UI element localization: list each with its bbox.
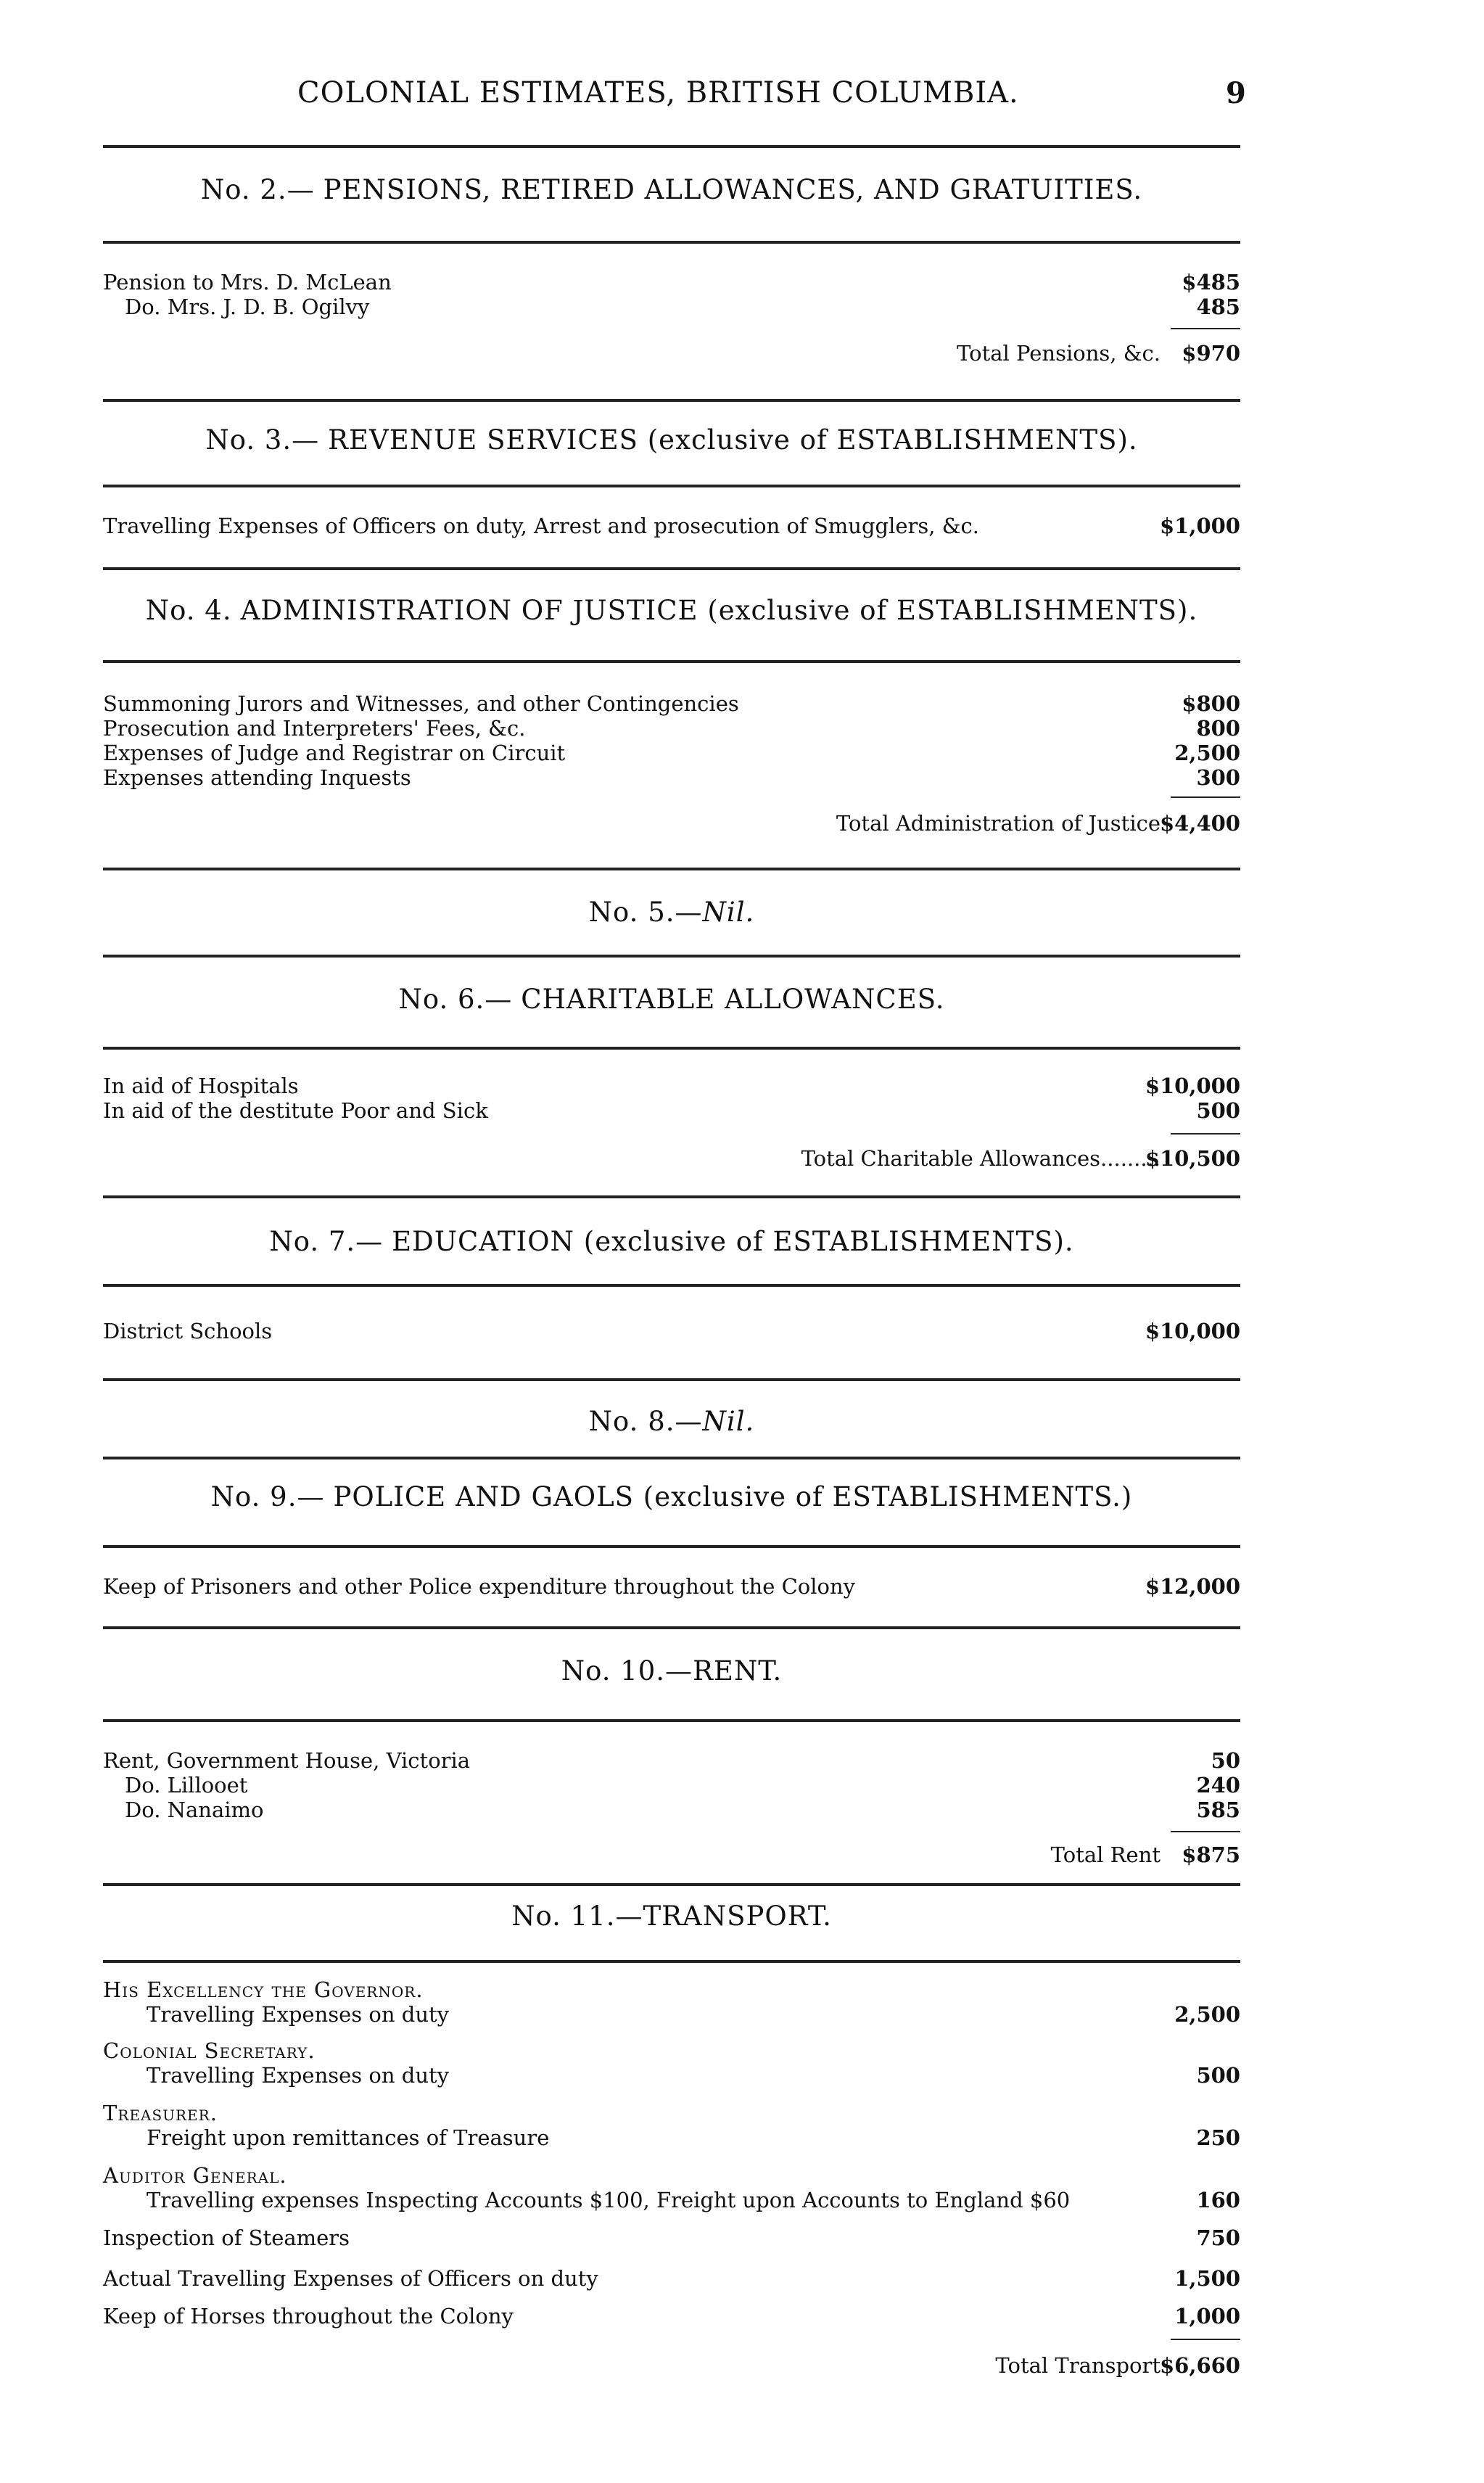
total-label: Total Transport (995, 2353, 1161, 2378)
item-label: Travelling Expenses of Officers on duty, Arrest and prosecution of Smugglers, &c. (103, 514, 979, 538)
section-7-title (103, 1226, 1240, 1257)
item-amount: 500 (1196, 1098, 1240, 1123)
section-5-heading: Nil. (702, 897, 755, 928)
item-amount: 585 (1196, 1798, 1240, 1822)
item-amount: $1,000 (1160, 514, 1240, 538)
section-4-title (103, 595, 1240, 626)
item-amount: 500 (1196, 2063, 1240, 2088)
item-label: Rent, Government House, Victoria (103, 1748, 471, 1773)
section-10-title (103, 1655, 1240, 1687)
line-item (103, 1798, 1240, 1822)
section-rule (103, 1284, 1240, 1287)
total-line (103, 1146, 1240, 1171)
group-heading-label: His Excellency the Governor. (103, 1977, 424, 2002)
sum-rule (1171, 1831, 1240, 1832)
section-rule (103, 485, 1240, 487)
running-title: COLONIAL ESTIMATES, BRITISH COLUMBIA. (297, 76, 1019, 110)
section-3-heading: REVENUE SERVICES (exclusive of ESTABLISHMENTS). (328, 424, 1138, 456)
item-label: Summoning Jurors and Witnesses, and other Contingencies (103, 691, 739, 716)
item-amount: $800 (1182, 691, 1240, 716)
line-item (103, 1319, 1240, 1343)
section-4-number: No. 4. (145, 595, 232, 626)
item-amount: 300 (1196, 765, 1240, 790)
section-10-heading: RENT. (693, 1655, 783, 1687)
item-amount: 800 (1196, 716, 1240, 741)
section-rule (103, 1195, 1240, 1198)
group-heading-label: Auditor General. (103, 2163, 287, 2188)
line-item (103, 1074, 1240, 1098)
item-label: Travelling Expenses on duty (147, 2063, 450, 2088)
item-label: Do. Lillooet (125, 1773, 248, 1798)
item-label: Travelling Expenses on duty (147, 2002, 450, 2027)
section-rule (103, 1457, 1240, 1459)
total-amount: $875 (1182, 1842, 1240, 1867)
line-item (103, 270, 1240, 295)
total-label: Total Rent (1050, 1842, 1161, 1867)
item-label: Pension to Mrs. D. McLean (103, 270, 392, 295)
item-amount: $10,000 (1145, 1074, 1240, 1098)
line-item (103, 2266, 1240, 2291)
line-item (103, 2188, 1240, 2212)
section-5-title (103, 897, 1240, 928)
total-line (103, 1842, 1240, 1867)
item-amount: 160 (1196, 2188, 1240, 2212)
line-item (103, 295, 1240, 319)
total-label: Total Charitable Allowances......... (801, 1146, 1161, 1171)
item-amount: $485 (1182, 270, 1240, 295)
section-10-number: No. 10.— (561, 1655, 693, 1687)
line-item (103, 2304, 1240, 2328)
group-heading (103, 1977, 1240, 2002)
page-number: 9 (1226, 76, 1246, 110)
section-5-number: No. 5.— (588, 897, 703, 928)
item-amount: $12,000 (1145, 1574, 1240, 1599)
item-label: In aid of the destitute Poor and Sick (103, 1098, 488, 1123)
section-6-title (103, 984, 1240, 1015)
line-item (103, 1574, 1240, 1599)
item-label: Inspection of Steamers (103, 2225, 350, 2250)
section-9-number: No. 9.— (210, 1481, 325, 1512)
line-item (103, 1748, 1240, 1773)
group-heading-label: Treasurer. (103, 2101, 218, 2125)
item-amount: 485 (1196, 295, 1240, 319)
sum-rule (1171, 328, 1240, 329)
total-line (103, 2353, 1240, 2378)
sum-rule (1171, 2339, 1240, 2340)
line-item (103, 765, 1240, 790)
section-rule (103, 868, 1240, 870)
section-3-number: No. 3.— (205, 424, 320, 456)
item-amount: $10,000 (1145, 1319, 1240, 1343)
line-item (103, 1773, 1240, 1798)
header-rule (103, 145, 1240, 148)
group-heading (103, 2038, 1240, 2063)
item-label: Expenses of Judge and Registrar on Circuit (103, 741, 566, 765)
section-rule (103, 1545, 1240, 1548)
section-11-number: No. 11.— (511, 1901, 643, 1932)
section-rule (103, 1960, 1240, 1963)
section-6-number: No. 6.— (398, 984, 513, 1015)
total-label: Total Pensions, &c. (957, 341, 1161, 366)
item-label: Do. Mrs. J. D. B. Ogilvy (125, 295, 370, 319)
item-amount: 240 (1196, 1773, 1240, 1798)
section-11-title (103, 1901, 1240, 1932)
line-item (103, 2063, 1240, 2088)
section-8-title (103, 1406, 1240, 1437)
item-label: Keep of Prisoners and other Police expenditure throughout the Colony (103, 1574, 856, 1599)
section-9-heading: POLICE AND GAOLS (exclusive of ESTABLISHMENTS.) (333, 1481, 1133, 1512)
section-2-title (103, 174, 1240, 205)
group-heading (103, 2101, 1240, 2125)
section-7-number: No. 7.— (269, 1226, 384, 1257)
item-label: Actual Travelling Expenses of Officers on duty (103, 2266, 598, 2291)
total-amount: $4,400 (1160, 811, 1240, 836)
item-amount: 1,000 (1174, 2304, 1240, 2328)
section-8-heading: Nil. (702, 1406, 755, 1437)
section-rule (103, 1378, 1240, 1381)
group-heading-label: Colonial Secretary. (103, 2038, 316, 2063)
section-rule (103, 1626, 1240, 1629)
section-11-heading: TRANSPORT. (643, 1901, 832, 1932)
total-label: Total Administration of Justice (836, 811, 1161, 836)
line-item (103, 2125, 1240, 2150)
total-line (103, 341, 1240, 366)
line-item (103, 2225, 1240, 2250)
section-rule (103, 567, 1240, 570)
item-amount: 750 (1196, 2225, 1240, 2250)
total-amount: $10,500 (1145, 1146, 1240, 1171)
total-amount: $970 (1182, 341, 1240, 366)
section-rule (103, 399, 1240, 402)
line-item (103, 2002, 1240, 2027)
item-label: Do. Nanaimo (125, 1798, 264, 1822)
item-amount: 250 (1196, 2125, 1240, 2150)
total-amount: $6,660 (1160, 2353, 1240, 2378)
section-rule (103, 660, 1240, 663)
item-label: Freight upon remittances of Treasure (147, 2125, 550, 2150)
item-label: Keep of Horses throughout the Colony (103, 2304, 514, 2328)
group-heading (103, 2163, 1240, 2188)
item-amount: 1,500 (1174, 2266, 1240, 2291)
section-2-number: No. 2.— (200, 174, 315, 205)
item-amount: 50 (1211, 1748, 1240, 1773)
item-label: District Schools (103, 1319, 273, 1343)
sum-rule (1171, 1133, 1240, 1135)
item-label: Expenses attending Inquests (103, 765, 411, 790)
sum-rule (1171, 796, 1240, 798)
section-2-heading: PENSIONS, RETIRED ALLOWANCES, AND GRATUITIES. (323, 174, 1143, 205)
line-item (103, 716, 1240, 741)
line-item (103, 741, 1240, 765)
section-8-number: No. 8.— (588, 1406, 703, 1437)
page-header (0, 76, 1246, 120)
section-6-heading: CHARITABLE ALLOWANCES. (521, 984, 945, 1015)
section-4-heading: ADMINISTRATION OF JUSTICE (exclusive of ESTABLISHMENTS). (240, 595, 1198, 626)
item-amount: 2,500 (1174, 741, 1240, 765)
total-line (103, 811, 1240, 836)
line-item (103, 514, 1240, 538)
line-item (103, 691, 1240, 716)
item-label: Prosecution and Interpreters' Fees, &c. (103, 716, 526, 741)
section-rule (103, 1883, 1240, 1886)
section-7-heading: EDUCATION (exclusive of ESTABLISHMENTS). (392, 1226, 1074, 1257)
section-3-title (103, 424, 1240, 456)
section-rule (103, 241, 1240, 244)
item-amount: 2,500 (1174, 2002, 1240, 2027)
section-rule (103, 955, 1240, 958)
item-label: Travelling expenses Inspecting Accounts $100, Freight upon Accounts to England $60 (147, 2188, 1071, 2212)
line-item (103, 1098, 1240, 1123)
section-9-title (103, 1481, 1240, 1512)
section-rule (103, 1047, 1240, 1050)
item-label: In aid of Hospitals (103, 1074, 299, 1098)
section-rule (103, 1719, 1240, 1722)
